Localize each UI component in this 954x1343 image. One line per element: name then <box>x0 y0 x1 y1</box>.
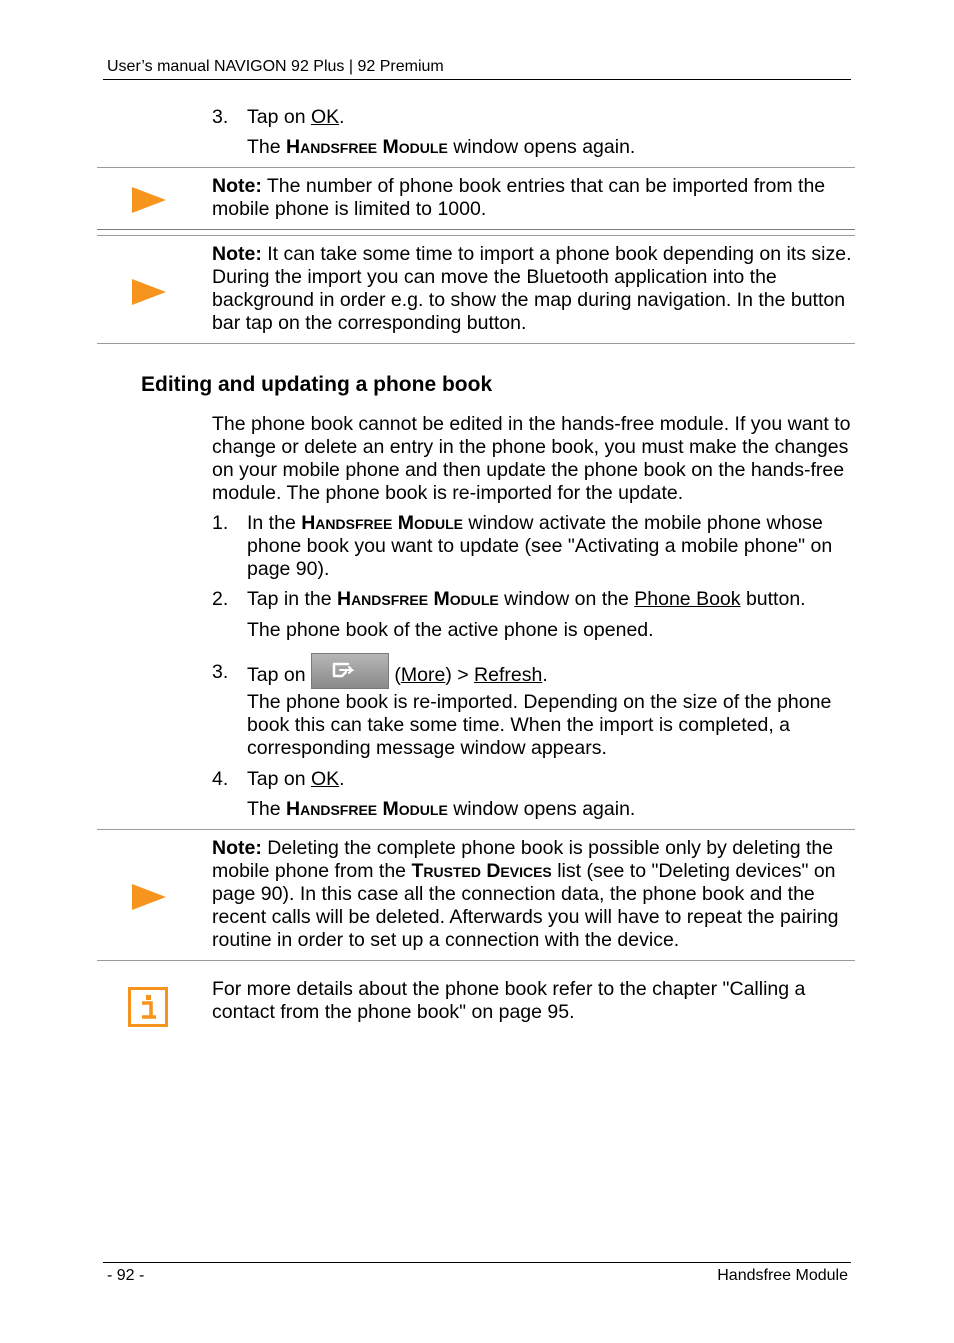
step-2-result: The phone book of the active phone is opened. <box>247 619 654 641</box>
note-rule <box>97 229 855 230</box>
page-header <box>107 57 444 76</box>
refresh-link[interactable]: Refresh <box>474 664 543 687</box>
ok-link[interactable]: OK <box>310 106 340 128</box>
top-step-3 <box>247 106 345 129</box>
phone-book-link[interactable]: Phone Book <box>634 588 741 610</box>
step-text-paren: ( <box>388 664 401 687</box>
step-3 <box>247 661 847 691</box>
trusted-devices-term: Trusted Devices <box>411 860 552 882</box>
step-4-result <box>247 798 635 821</box>
step-4 <box>247 768 345 791</box>
note-arrow-icon <box>132 279 166 305</box>
result-text-end: window opens again. <box>447 798 636 820</box>
step-text-end: button. <box>740 588 806 610</box>
footer-rule <box>103 1262 851 1263</box>
note-text-end: list (see to "Deleting devices" on page 90). In this case all the connection data, the phone book and the recent calls will be deleted. Afterwards you will have to repeat the pairing routine in order to set up a connection with the device. <box>212 860 839 951</box>
note-label: Note: <box>212 837 262 859</box>
info-icon <box>128 987 168 1027</box>
step-2 <box>247 588 852 611</box>
note-arrow-icon <box>132 187 166 213</box>
note-rule <box>97 167 855 168</box>
note-rule <box>97 343 855 344</box>
handsfree-module-term: Handsfree Module <box>286 136 448 158</box>
note-label: Note: <box>212 243 262 265</box>
note-rule <box>97 235 855 236</box>
step-number: 1. <box>212 512 229 534</box>
step-text-mid: window on the <box>498 588 635 610</box>
header-rule <box>103 79 851 80</box>
handsfree-module-term: Handsfree Module <box>336 588 499 610</box>
step-number: 4. <box>212 768 229 790</box>
footer-section: Handsfree Module <box>717 1267 848 1284</box>
note-text: The number of phone book entries that can be imported from the mobile phone is limited to 1000. <box>212 175 826 220</box>
step-text: In the <box>247 512 302 534</box>
info-text: For more details about the phone book refer to the chapter "Calling a contact from the phone book" on page 95. <box>212 978 806 1023</box>
step-number: 3. <box>212 106 229 128</box>
step-3-result: The phone book is re-imported. Depending on the size of the phone book this can take some time. When the import is completed, a corresponding message window appears. <box>247 691 832 759</box>
note-2 <box>212 243 852 335</box>
result-text: The <box>247 136 287 158</box>
step-number: 2. <box>212 588 229 610</box>
step-1 <box>247 512 837 581</box>
step-text-mid: ) > <box>445 664 475 687</box>
note-rule <box>97 829 855 830</box>
note-rule <box>97 960 855 961</box>
step-text: Tap on <box>247 106 311 128</box>
header-title: User’s manual NAVIGON 92 Plus | 92 Premium <box>107 58 444 75</box>
step-text: Tap on <box>247 664 311 687</box>
ok-link[interactable]: OK <box>310 768 340 790</box>
step-text-end: . <box>542 664 548 687</box>
step-text: Tap on <box>247 768 311 790</box>
step-text: Tap in the <box>247 588 337 610</box>
page-number: - 92 - <box>107 1267 145 1284</box>
step-number: 3. <box>212 661 229 683</box>
note-3 <box>212 837 852 952</box>
note-text: Deleting the complete phone book is possible only by deleting the mobile phone from the <box>212 837 834 882</box>
more-button-icon[interactable] <box>311 653 389 689</box>
handsfree-module-term: Handsfree Module <box>301 512 463 534</box>
section-intro: The phone book cannot be edited in the hands-free module. If you want to change or delete an entry in the phone book, you must make the changes on your mobile phone and then update the phone book on the hands-free module. The phone book is re-imported for the update. <box>212 413 851 504</box>
note-1 <box>212 175 852 221</box>
result-text-end: window opens again. <box>447 136 636 158</box>
section-heading: Editing and updating a phone book <box>141 373 493 396</box>
handsfree-module-term: Handsfree Module <box>286 798 448 820</box>
note-arrow-icon <box>132 884 166 910</box>
step-text-end: window activate the mobile phone whose phone book you want to update (see "Activating a mobile phone" on page 90). <box>247 512 833 580</box>
top-step-3-result <box>247 136 635 159</box>
note-text: It can take some time to import a phone book depending on its size. During the import you can move the Bluetooth application into the background in order e.g. to show the map during navigation. In the button bar tap on the corresponding button. <box>212 243 852 334</box>
note-label: Note: <box>212 175 262 197</box>
step-text-end: . <box>339 768 345 790</box>
result-text: The <box>247 798 287 820</box>
more-link[interactable]: More <box>400 664 446 687</box>
step-text-end: . <box>339 106 345 128</box>
